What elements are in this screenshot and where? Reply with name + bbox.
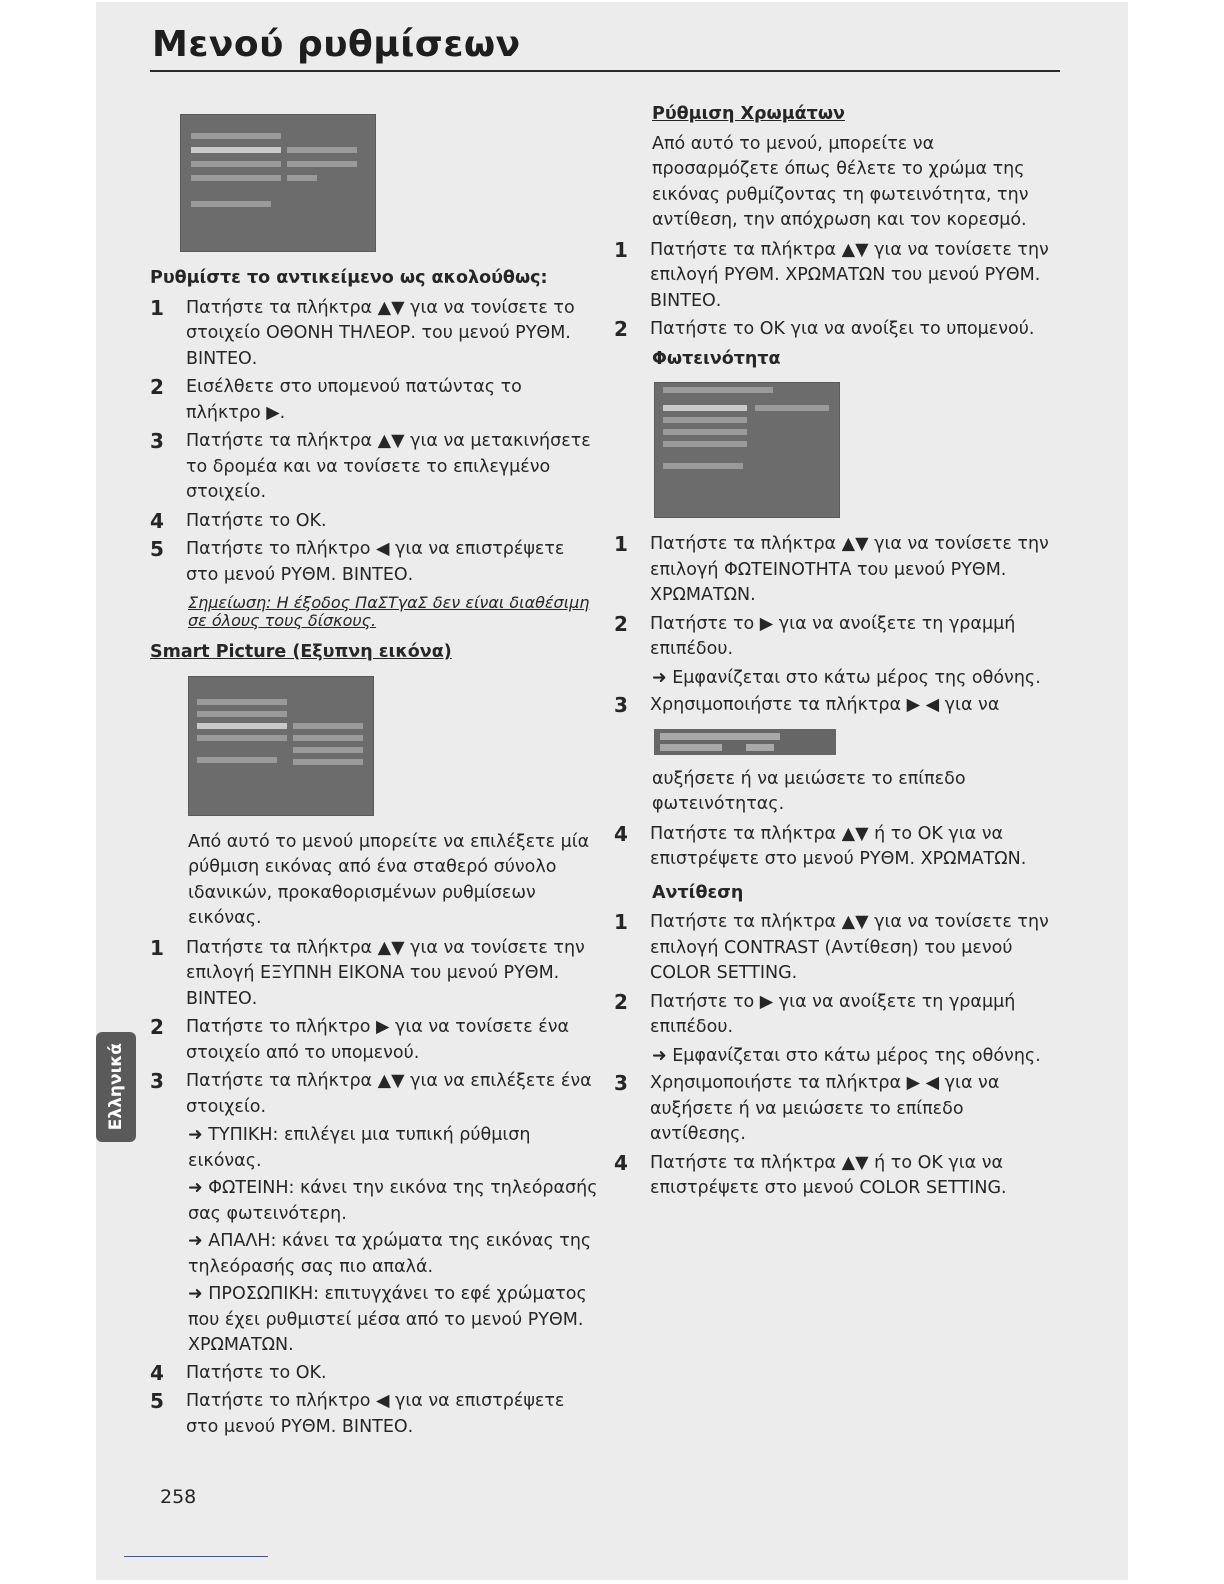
step-number: 4 xyxy=(614,1150,628,1175)
contrast-result-text: ➜ Εμφανίζεται στο κάτω μέρος της οθόνης. xyxy=(652,1045,1041,1066)
step-text: Πατήστε τα πλήκτρα ▲▼ για να μετακινήσετε το δρομέα και να τονίσετε το επιλεγμένο στοιχείο. xyxy=(186,431,591,502)
step-item xyxy=(614,990,1064,1041)
step-list-2 xyxy=(150,936,600,1121)
step-item xyxy=(614,822,1064,873)
step-item xyxy=(150,375,600,426)
step-item xyxy=(614,693,1064,719)
step-number: 1 xyxy=(614,910,628,934)
step-number: 2 xyxy=(614,317,628,341)
step-item xyxy=(614,238,1064,315)
step-item xyxy=(614,1151,1064,1202)
brightness-steps xyxy=(614,532,1064,719)
brightness-level-bar xyxy=(654,729,836,755)
brightness-result-text: ➜ Εμφανίζεται στο κάτω μέρος της οθόνης. xyxy=(652,667,1041,688)
smart-picture-heading: Smart Picture (Εξυπνη εικόνα) xyxy=(150,642,452,662)
step-item xyxy=(150,509,600,535)
step-list-1 xyxy=(150,296,600,589)
step-item xyxy=(614,910,1064,987)
step-text: Πατήστε τα πλήκτρα ▲▼ για να τονίσετε την επιλογή ΕΞΥΠΝΗ ΕΙΚΟΝΑ του μενού ΡΥΘΜ. ΒΙΝΤΕΟ. xyxy=(186,937,585,1009)
step-number: 2 xyxy=(150,1015,164,1039)
step-item xyxy=(150,296,600,373)
title-rule xyxy=(150,70,1060,72)
step-number: 2 xyxy=(614,989,628,1014)
step-list-3 xyxy=(150,1361,600,1441)
bottom-rule xyxy=(124,1556,268,1557)
step-text: Πατήστε το ▶ για να ανοίξετε τη γραμμή επιπέδου. xyxy=(650,991,1016,1037)
step-text: Χρησιμοποιήστε τα πλήκτρα ▶ ◀ για να xyxy=(650,695,1000,715)
page-number: 258 xyxy=(160,1486,197,1508)
step-number: 3 xyxy=(150,1069,164,1093)
option-item: ➜ ΑΠΑΛΗ: κάνει τα χρώματα της εικόνας της τηλεόρασής σας πιο απαλά. xyxy=(188,1231,592,1277)
menu-screenshot-smart-picture xyxy=(188,676,374,816)
step-text: Χρησιμοποιήστε τα πλήκτρα ▶ ◀ για να αυξήσετε ή να μειώσετε το επίπεδο αντίθεσης. xyxy=(650,1073,1000,1144)
step-text: Πατήστε τα πλήκτρα ▲▼ για να τονίσετε το στοιχείο ΟΘΟΝΗ ΤΗΛΕΟΡ. του μενού ΡΥΘΜ. ΒΙΝΤΕΟ. xyxy=(186,297,575,369)
step-item xyxy=(150,1389,600,1440)
step-number: 3 xyxy=(614,1071,628,1095)
step-text: Πατήστε τα πλήκτρα ▲▼ για να τονίσετε την επιλογή CONTRAST (Αντίθεση) του μενού COLOR SETTING. xyxy=(650,912,1049,983)
step-number: 5 xyxy=(150,1389,164,1413)
step-item xyxy=(614,317,1064,343)
step-text: Πατήστε το πλήκτρο ◀ για να επιστρέψετε στο μενού ΡΥΘΜ. ΒΙΝΤΕΟ. xyxy=(186,539,565,585)
step-number: 4 xyxy=(150,1360,164,1385)
step-number: 4 xyxy=(614,821,628,846)
step-number: 3 xyxy=(150,429,164,453)
note-text: Σημείωση: Η έξοδος ΠαΣΤγαΣ δεν είναι διαθέσιμη σε όλους τους δίσκους. xyxy=(188,593,590,630)
step-item xyxy=(150,429,600,506)
option-item: ➜ ΠΡΟΣΩΠΙΚΗ: επιτυγχάνει το εφέ χρώματος που έχει ρυθμιστεί μέσα από το μενού ΡΥΘΜ. ΧΡΩΜΑΤΩΝ. xyxy=(188,1284,587,1355)
menu-screenshot-brightness xyxy=(654,382,840,518)
step-text: Πατήστε τα πλήκτρα ▲▼ για να τονίσετε την επιλογή ΦΩΤΕΙΝΟΤΗΤΑ του μενού ΡΥΘΜ. ΧΡΩΜΑΤΩΝ. xyxy=(650,534,1049,605)
language-tab-label: Ελληνικά xyxy=(106,1043,126,1131)
step-number: 2 xyxy=(614,611,628,636)
step-text: Πατήστε τα πλήκτρα ▲▼ ή το OK για να επιστρέψετε στο μενού ΡΥΘΜ. ΧΡΩΜΑΤΩΝ. xyxy=(650,823,1027,869)
step-text: Πατήστε το OK. xyxy=(186,510,327,531)
smart-picture-description: Από αυτό το μενού μπορείτε να επιλέξετε μία ρύθμιση εικόνας από ένα σταθερό σύνολο ιδανικών, προκαθορισμένων ρυθμίσεων εικόνας. xyxy=(188,831,590,928)
step-text: Πατήστε το ▶ για να ανοίξετε τη γραμμή επιπέδου. xyxy=(650,613,1016,659)
step-number: 4 xyxy=(150,508,164,533)
step-item xyxy=(150,1069,600,1120)
step-item xyxy=(150,936,600,1013)
step-item xyxy=(150,1361,600,1387)
contrast-heading: Αντίθεση xyxy=(652,882,744,903)
step-text: Πατήστε το OK για να ανοίξει το υπομενού. xyxy=(650,319,1035,339)
option-item: ➜ ΤΥΠΙΚΗ: επιλέγει μια τυπική ρύθμιση εικόνας. xyxy=(188,1125,531,1171)
step-item xyxy=(614,532,1064,609)
color-setting-description: Από αυτό το μενού, μπορείτε να προσαρμόζετε όπως θέλετε το χρώμα της εικόνας ρυθμίζοντας τη φωτεινότητα, την αντίθεση, την απόχρωση και τον κορεσμό. xyxy=(652,133,1029,230)
color-setting-heading: Ρύθμιση Χρωμάτων xyxy=(652,104,845,124)
step-item xyxy=(150,1015,600,1066)
option-list xyxy=(150,1123,600,1359)
right-column xyxy=(614,98,1064,1205)
brightness-step3-continuation: αυξήσετε ή να μειώσετε το επίπεδο φωτεινότητας. xyxy=(652,768,966,814)
step-text: Πατήστε τα πλήκτρα ▲▼ ή το OK για να επιστρέψετε στο μενού COLOR SETTING. xyxy=(650,1152,1007,1198)
language-side-tab xyxy=(96,1032,136,1142)
left-column xyxy=(150,114,600,1443)
step-text: Πατήστε τα πλήκτρα ▲▼ για να τονίσετε την επιλογή ΡΥΘΜ. ΧΡΩΜΑΤΩΝ του μενού ΡΥΘΜ. ΒΙΝΤΕΟ. xyxy=(650,239,1049,311)
page-title: Μενού ρυθμίσεων xyxy=(152,24,521,65)
step-text: Εισέλθετε στο υπομενού πατώντας το πλήκτρο ▶. xyxy=(186,377,522,423)
color-steps xyxy=(614,238,1064,343)
step-number: 3 xyxy=(614,693,628,717)
step-number: 1 xyxy=(614,532,628,556)
step-text: Πατήστε τα πλήκτρα ▲▼ για να επιλέξετε ένα στοιχείο. xyxy=(186,1071,592,1117)
intro-heading: Ρυθμίστε το αντικείμενο ως ακολούθως: xyxy=(150,268,548,288)
step-text: Πατήστε το πλήκτρο ◀ για να επιστρέψετε στο μενού ΡΥΘΜ. ΒΙΝΤΕΟ. xyxy=(186,1391,565,1437)
step-number: 5 xyxy=(150,537,164,561)
step-item xyxy=(614,612,1064,663)
step-number: 2 xyxy=(150,375,164,399)
step-number: 1 xyxy=(150,295,164,320)
step-number: 1 xyxy=(614,237,628,262)
step-item xyxy=(614,1071,1064,1148)
menu-screenshot-video-setup xyxy=(180,114,376,252)
option-item: ➜ ΦΩΤΕΙΝΗ: κάνει την εικόνα της τηλεόρασής σας φωτεινότερη. xyxy=(188,1178,598,1224)
step-text: Πατήστε το OK. xyxy=(186,1362,327,1383)
step-item xyxy=(150,537,600,588)
brightness-heading: Φωτεινότητα xyxy=(652,348,781,369)
contrast-steps xyxy=(614,910,1064,1202)
step-number: 1 xyxy=(150,935,164,960)
step-text: Πατήστε το πλήκτρο ▶ για να τονίσετε ένα στοιχείο από το υπομενού. xyxy=(186,1017,570,1063)
